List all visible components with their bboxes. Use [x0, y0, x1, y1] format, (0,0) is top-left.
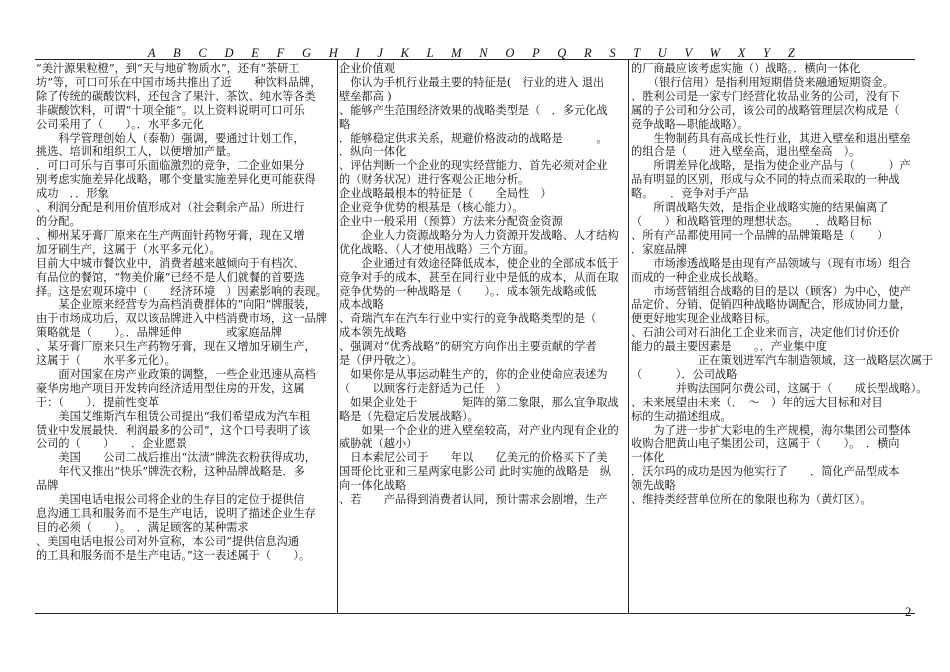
- text-line: 企业通过有效途径降低成本，使企业的全部成本低于: [339, 256, 619, 270]
- text-line: 、评估判断一个企业的现实经营能力、首先必须对企业: [339, 159, 608, 173]
- text-line: 科学管理创始人（泰勒）强调，要通过计划工作，: [36, 131, 305, 145]
- text-line: 企业人力资源战略分为人力资源开发战略、人才结构: [339, 228, 619, 242]
- text-line: 、未来展望由未来（． ～ ）年的远大目标和对目: [631, 395, 883, 409]
- text-line: ．纵向一体化: [339, 145, 407, 159]
- text-line: 品有明显的区别，形成与众不同的特点而采取的一种战: [631, 173, 900, 187]
- text-line: 某企业原来经营专为高档消费群体的“向阳”牌服装，: [36, 298, 316, 312]
- text-line: 成本领先战略: [339, 326, 407, 340]
- text-line: 、利润分配是利用价值形成对（社会剩余产品）所进行: [36, 201, 305, 215]
- text-line: 一体化: [631, 451, 665, 465]
- text-line: 、强调对“优秀战略”的研究方向作出主要贡献的学者: [339, 340, 597, 354]
- text-line: 略是（先稳定后发展战略）。: [339, 409, 479, 423]
- text-line: 、某牙膏厂原来只生产药物牙膏，现在又增加牙刷生产，: [36, 340, 316, 354]
- text-line: 属的子公司和分公司，该公司的战略管理层次构成是（: [631, 103, 900, 117]
- text-line: 略。 ．竞争对手产品: [631, 187, 749, 201]
- text-column-right: [631, 62, 934, 507]
- text-line: 非碳酸饮料，可谓“十项全能”。以上资料说明可口可乐: [36, 103, 305, 117]
- text-line: 企业中一般采用（预算）方法来分配资金资源: [339, 214, 563, 228]
- text-line: 是（伊丹敬之）。: [339, 354, 423, 368]
- text-line: 标的生动描述组成。: [631, 409, 732, 423]
- text-line: 市场营销组合战略的目的是以（顾客）为中心，使产: [631, 284, 911, 298]
- text-line: 公司的（ ） ．企业愿景: [36, 437, 188, 451]
- top-rule: [35, 59, 915, 60]
- text-line: 于：（ ）．提前性变革: [36, 395, 160, 409]
- text-line: 收购合肥黄山电子集团公司，这属于（ ）。 ．横向: [631, 437, 900, 451]
- text-line: 向一体化战略: [339, 479, 407, 493]
- text-line: 美国电话电报公司将企业的生存目的定位于提供信: [36, 493, 305, 507]
- text-line: 美国 公司二战后推出“汰渍”牌洗衣粉获得成功，: [36, 451, 316, 465]
- text-column-middle: [339, 62, 625, 507]
- text-line: 企业竞争优势的根基是（核心能力）。: [339, 201, 524, 215]
- text-line: 、若 产品得到消费者认同，预计需求会剧增，生产: [339, 493, 608, 507]
- text-line: 公司采用了（ ）。．水平多元化: [36, 117, 204, 131]
- text-line: 能力的最主要因素是 。．产业集中度: [631, 340, 827, 354]
- text-line: 这属于（ 水平多元化）。: [36, 354, 176, 368]
- text-line: 正在策划进军汽车制造领域，这一战略层次属于: [631, 354, 934, 368]
- column-divider-right: [628, 59, 629, 613]
- text-line: 如果企业处于 矩阵的第二象限，那么宜争取战: [339, 395, 619, 409]
- text-line: 如果你是从事运动鞋生产的，你的企业使命应表述为: [339, 367, 608, 381]
- text-line: 的厂商最应该考虑实施（）战略。．横向一体化: [631, 62, 861, 75]
- text-line: “美汁源果粒橙”，到“天与地矿物质水”，还有“茶研工: [36, 62, 300, 75]
- text-line: 加牙刷生产，这属于（水平多元化）。: [36, 242, 221, 256]
- text-line: 威胁就（越小）: [339, 437, 418, 451]
- text-line: 市场渗透战略是由现有产品领域与（现有市场）组合: [631, 256, 911, 270]
- text-line: 策略就是（ ）。．品牌延伸 或家庭品牌: [36, 326, 283, 340]
- column-divider-left: [337, 59, 338, 613]
- text-line: 挑选、培训和组织工人，以便增加产量。: [36, 145, 238, 159]
- text-line: 的分配。: [36, 214, 81, 228]
- text-line: （ ）和战略管理的理想状态。 ．战略目标: [631, 214, 872, 228]
- text-line: 坊”等，可口可乐在中国市场共推出了近 种饮料品牌，: [36, 75, 322, 89]
- text-line: 、能够产生范围经济效果的战略类型是（ ．多元化战: [339, 103, 608, 117]
- text-line: 目前大中城市餐饮业中，消费者越来越倾向于有档次、: [36, 256, 305, 270]
- text-line: 所谓战略失效，是指企业战略实施的结果偏离了: [631, 201, 889, 215]
- text-line: 领先战略: [631, 479, 676, 493]
- text-line: 息沟通工具和服务而不是生产电话，说明了描述企业生存: [36, 507, 316, 520]
- text-line: 便更好地实现企业战略目标。: [631, 312, 777, 326]
- text-line: 竞争战略—职能战略）。: [631, 117, 749, 131]
- text-line: （银行信用）是指利用短期借贷来融通短期资金。: [631, 75, 894, 89]
- text-line: （ 以顾客行走舒适为己任 ）: [339, 381, 507, 395]
- text-column-left: [36, 62, 332, 563]
- text-line: ．能够稳定供求关系，规避价格波动的战略是 。: [339, 131, 608, 145]
- text-line: 年代又推出“快乐”牌洗衣粉，这种品牌战略是．多: [36, 465, 305, 479]
- text-line: 企业战略最根本的特征是（ 全局性 ）: [339, 187, 552, 201]
- text-line: 、维持类经营单位所在的象限也称为（黄灯区）。: [631, 493, 872, 507]
- text-line: 为了进一步扩大彩电的生产规模，海尔集团公司整体: [631, 423, 911, 437]
- text-line: 除了传统的碳酸饮料，还包含了果汁、茶饮、纯水等各类: [36, 89, 316, 103]
- text-line: 、柳州某牙膏厂原来在生产两面针药物牙膏，现在又增: [36, 228, 305, 242]
- text-line: 国哥伦比亚和三星两家电影公司 此时实施的战略是 纵: [339, 465, 612, 479]
- text-line: 赁业中发展最快．利润最多的公司”，这个口号表明了该: [36, 423, 311, 437]
- bottom-rule: [35, 613, 915, 614]
- text-line: 的（财务状况）进行客观公正地分析。: [339, 173, 530, 187]
- text-line: 有品位的餐馆，“物美价廉”已经不是人们就餐的首要选: [36, 270, 305, 284]
- text-line: 所谓差异化战略，是指为使企业产品与（ ）产: [631, 159, 911, 173]
- text-line: 美国艾维斯汽车租赁公司提出“我们希望成为汽车租: [36, 409, 311, 423]
- text-line: 如果一个企业的进入壁垒较高，对产业内现有企业的: [339, 423, 619, 437]
- text-line: 竞争对手的成本，甚至在同行业中是低的成本，从而在取: [339, 270, 619, 284]
- text-line: 的组合是（ 进入壁垒高，退出壁垒高 ）。: [631, 145, 861, 159]
- text-line: 、美国电话电报公司对外宣称，本公司“提供信息沟通: [36, 534, 300, 548]
- text-line: 面对国家在房产业政策的调整，一些企业迅速从高档: [36, 367, 316, 381]
- text-line: 、奇瑞汽车在汽车行业中实行的竞争战略类型的是（: [339, 312, 597, 326]
- alphabet-index-header: A B C D E F G H I J K L M N O P Q R S T U V W X Y Z: [147, 46, 803, 60]
- text-line: 的工具和服务而不是生产电话。”这一表述属于（ ）。: [36, 548, 311, 562]
- text-line: 日本索尼公司于 年以 亿美元的价格买下了美: [339, 451, 608, 465]
- text-line: 别考虑实施差异化战略，哪个变量实施差异化更可能获得: [36, 173, 316, 187]
- text-line: 生物制药具有高成长性行业，其进入壁垒和退出壁垒: [631, 131, 911, 145]
- text-line: 目的必须（ ）。 ．满足顾客的某种需求: [36, 520, 249, 534]
- text-line: 企业价值观: [339, 62, 395, 75]
- text-line: 成功 ．．形象: [36, 187, 109, 201]
- text-line: 、石油公司对石油化工企业来而言，决定他们讨价还价: [631, 326, 900, 340]
- text-line: 品定价、分销、促销四种战略协调配合，形成协同力量，: [631, 298, 911, 312]
- text-line: 品牌: [36, 479, 59, 493]
- text-line: （ ）．公司战略: [631, 367, 738, 381]
- page-number: 2: [905, 604, 912, 619]
- text-line: 豪华房地产项目开发转向经济适用型住房的开发，这属: [36, 381, 305, 395]
- text-line: ．可口可乐与百事可乐面临激烈的竞争，二企业如果分: [36, 159, 305, 173]
- text-line: 竞争优势的一种战略是（ ）。．成本领先战略或低: [339, 284, 597, 298]
- text-line: 择。这是宏观环境中（ 经济环境 ）因素影响的表现。: [36, 284, 327, 298]
- text-line: 你认为手机行业最主要的特征是( 行业的进入 退出: [339, 75, 605, 89]
- text-line: 成本战略: [339, 298, 384, 312]
- text-line: 优化战略、（人才使用战略）三个方面。: [339, 242, 535, 256]
- text-line: 由于市场成功后，双以该品牌进入中档消费市场，这一品牌: [36, 312, 327, 326]
- text-line: 、所有产品都使用同一个品牌的品牌策略是（ ）: [631, 228, 889, 242]
- text-line: 、胜利公司是一家专门经营化妆品业务的公司，没有下: [631, 89, 900, 103]
- text-line: 壁垒都高 ): [339, 89, 392, 103]
- text-line: 略: [339, 117, 351, 131]
- text-line: 而成的一种企业成长战略。: [631, 270, 766, 284]
- text-line: ．沃尔玛的成功是因为他实行了 ．简化产品型成本: [631, 465, 900, 479]
- text-line: 并购法国阿尔费公司，这属于（ 成长型战略）。: [631, 381, 928, 395]
- text-line: ．家庭品牌: [631, 242, 687, 256]
